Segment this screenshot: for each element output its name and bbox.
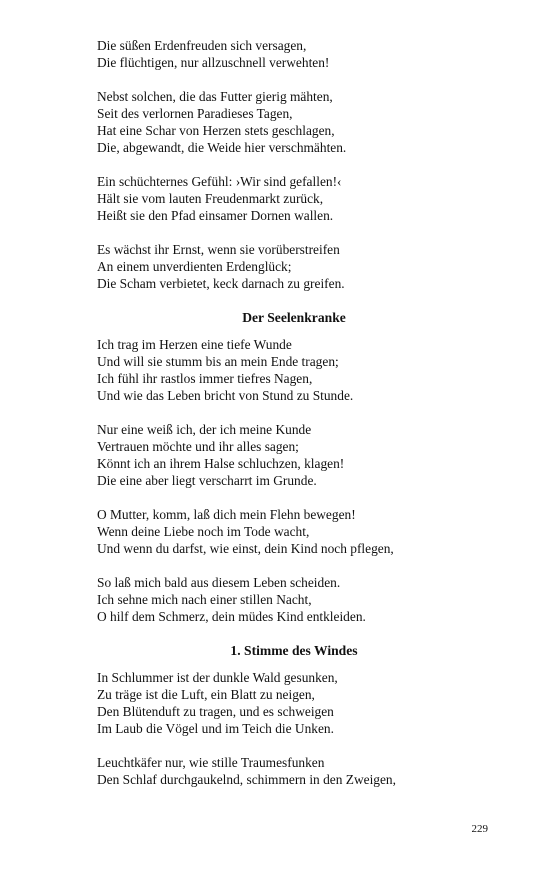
stanza bbox=[97, 241, 497, 292]
verse-line: Im Laub die Vögel und im Teich die Unken. bbox=[97, 721, 334, 736]
verse-line: Ein schüchternes Gefühl: ›Wir sind gefallen!‹ bbox=[97, 174, 342, 189]
verse-line: Nur eine weiß ich, der ich meine Kunde bbox=[97, 422, 312, 437]
verse-line: Den Blütenduft zu tragen, und es schweigen bbox=[97, 704, 334, 719]
verse-line: Und wie das Leben bricht von Stund zu Stunde. bbox=[97, 388, 354, 403]
verse-line: Und wenn du darfst, wie einst, dein Kind noch pflegen, bbox=[97, 541, 394, 556]
verse-line: Hält sie vom lauten Freudenmarkt zurück, bbox=[97, 191, 324, 206]
poem-title: 1. Stimme des Windes bbox=[230, 643, 358, 658]
verse-line: An einem unverdienten Erdenglück; bbox=[97, 259, 292, 274]
verse-line: Ich trag im Herzen eine tiefe Wunde bbox=[97, 337, 292, 352]
poem bbox=[97, 309, 497, 625]
verse-line: Und will sie stumm bis an mein Ende tragen; bbox=[97, 354, 339, 369]
stanza bbox=[97, 37, 497, 71]
poem bbox=[97, 642, 497, 788]
page-number: 229 bbox=[471, 823, 488, 835]
verse-line: O hilf dem Schmerz, dein müdes Kind entkleiden. bbox=[97, 609, 366, 624]
verse-line: Ich fühl ihr rastlos immer tiefres Nagen, bbox=[97, 371, 313, 386]
verse-line: Vertrauen möchte und ihr alles sagen; bbox=[97, 439, 299, 454]
stanza bbox=[97, 336, 497, 404]
verse-line: Die, abgewandt, die Weide hier verschmähten. bbox=[97, 140, 347, 155]
stanza bbox=[97, 506, 497, 557]
verse-line: Ich sehne mich nach einer stillen Nacht, bbox=[97, 592, 312, 607]
poem-title: Der Seelenkranke bbox=[242, 310, 346, 325]
stanza bbox=[97, 574, 497, 625]
poem-content bbox=[97, 37, 497, 805]
stanza bbox=[97, 669, 497, 737]
verse-line: Seit des verlornen Paradieses Tagen, bbox=[97, 106, 293, 121]
verse-line: Wenn deine Liebe noch im Tode wacht, bbox=[97, 524, 310, 539]
verse-line: Hat eine Schar von Herzen stets geschlagen, bbox=[97, 123, 335, 138]
verse-line: Leuchtkäfer nur, wie stille Traumesfunken bbox=[97, 755, 325, 770]
stanza bbox=[97, 754, 497, 788]
stanza bbox=[97, 88, 497, 156]
verse-line: Die süßen Erdenfreuden sich versagen, bbox=[97, 38, 307, 53]
verse-line: O Mutter, komm, laß dich mein Flehn bewegen! bbox=[97, 507, 356, 522]
stanza bbox=[97, 421, 497, 489]
verse-line: Heißt sie den Pfad einsamer Dornen wallen. bbox=[97, 208, 334, 223]
stanza bbox=[97, 173, 497, 224]
verse-line: Könnt ich an ihrem Halse schluchzen, klagen! bbox=[97, 456, 345, 471]
verse-line: So laß mich bald aus diesem Leben scheiden. bbox=[97, 575, 341, 590]
verse-line: Die eine aber liegt verscharrt im Grunde. bbox=[97, 473, 317, 488]
verse-line: Nebst solchen, die das Futter gierig mähten, bbox=[97, 89, 333, 104]
verse-line: Die Scham verbietet, keck darnach zu greifen. bbox=[97, 276, 345, 291]
verse-line: Die flüchtigen, nur allzuschnell verwehten! bbox=[97, 55, 330, 70]
verse-line: Es wächst ihr Ernst, wenn sie vorüberstreifen bbox=[97, 242, 340, 257]
poem bbox=[97, 37, 497, 292]
verse-line: Zu träge ist die Luft, ein Blatt zu neigen, bbox=[97, 687, 315, 702]
verse-line: Den Schlaf durchgaukelnd, schimmern in den Zweigen, bbox=[97, 772, 396, 787]
verse-line: In Schlummer ist der dunkle Wald gesunken, bbox=[97, 670, 338, 685]
